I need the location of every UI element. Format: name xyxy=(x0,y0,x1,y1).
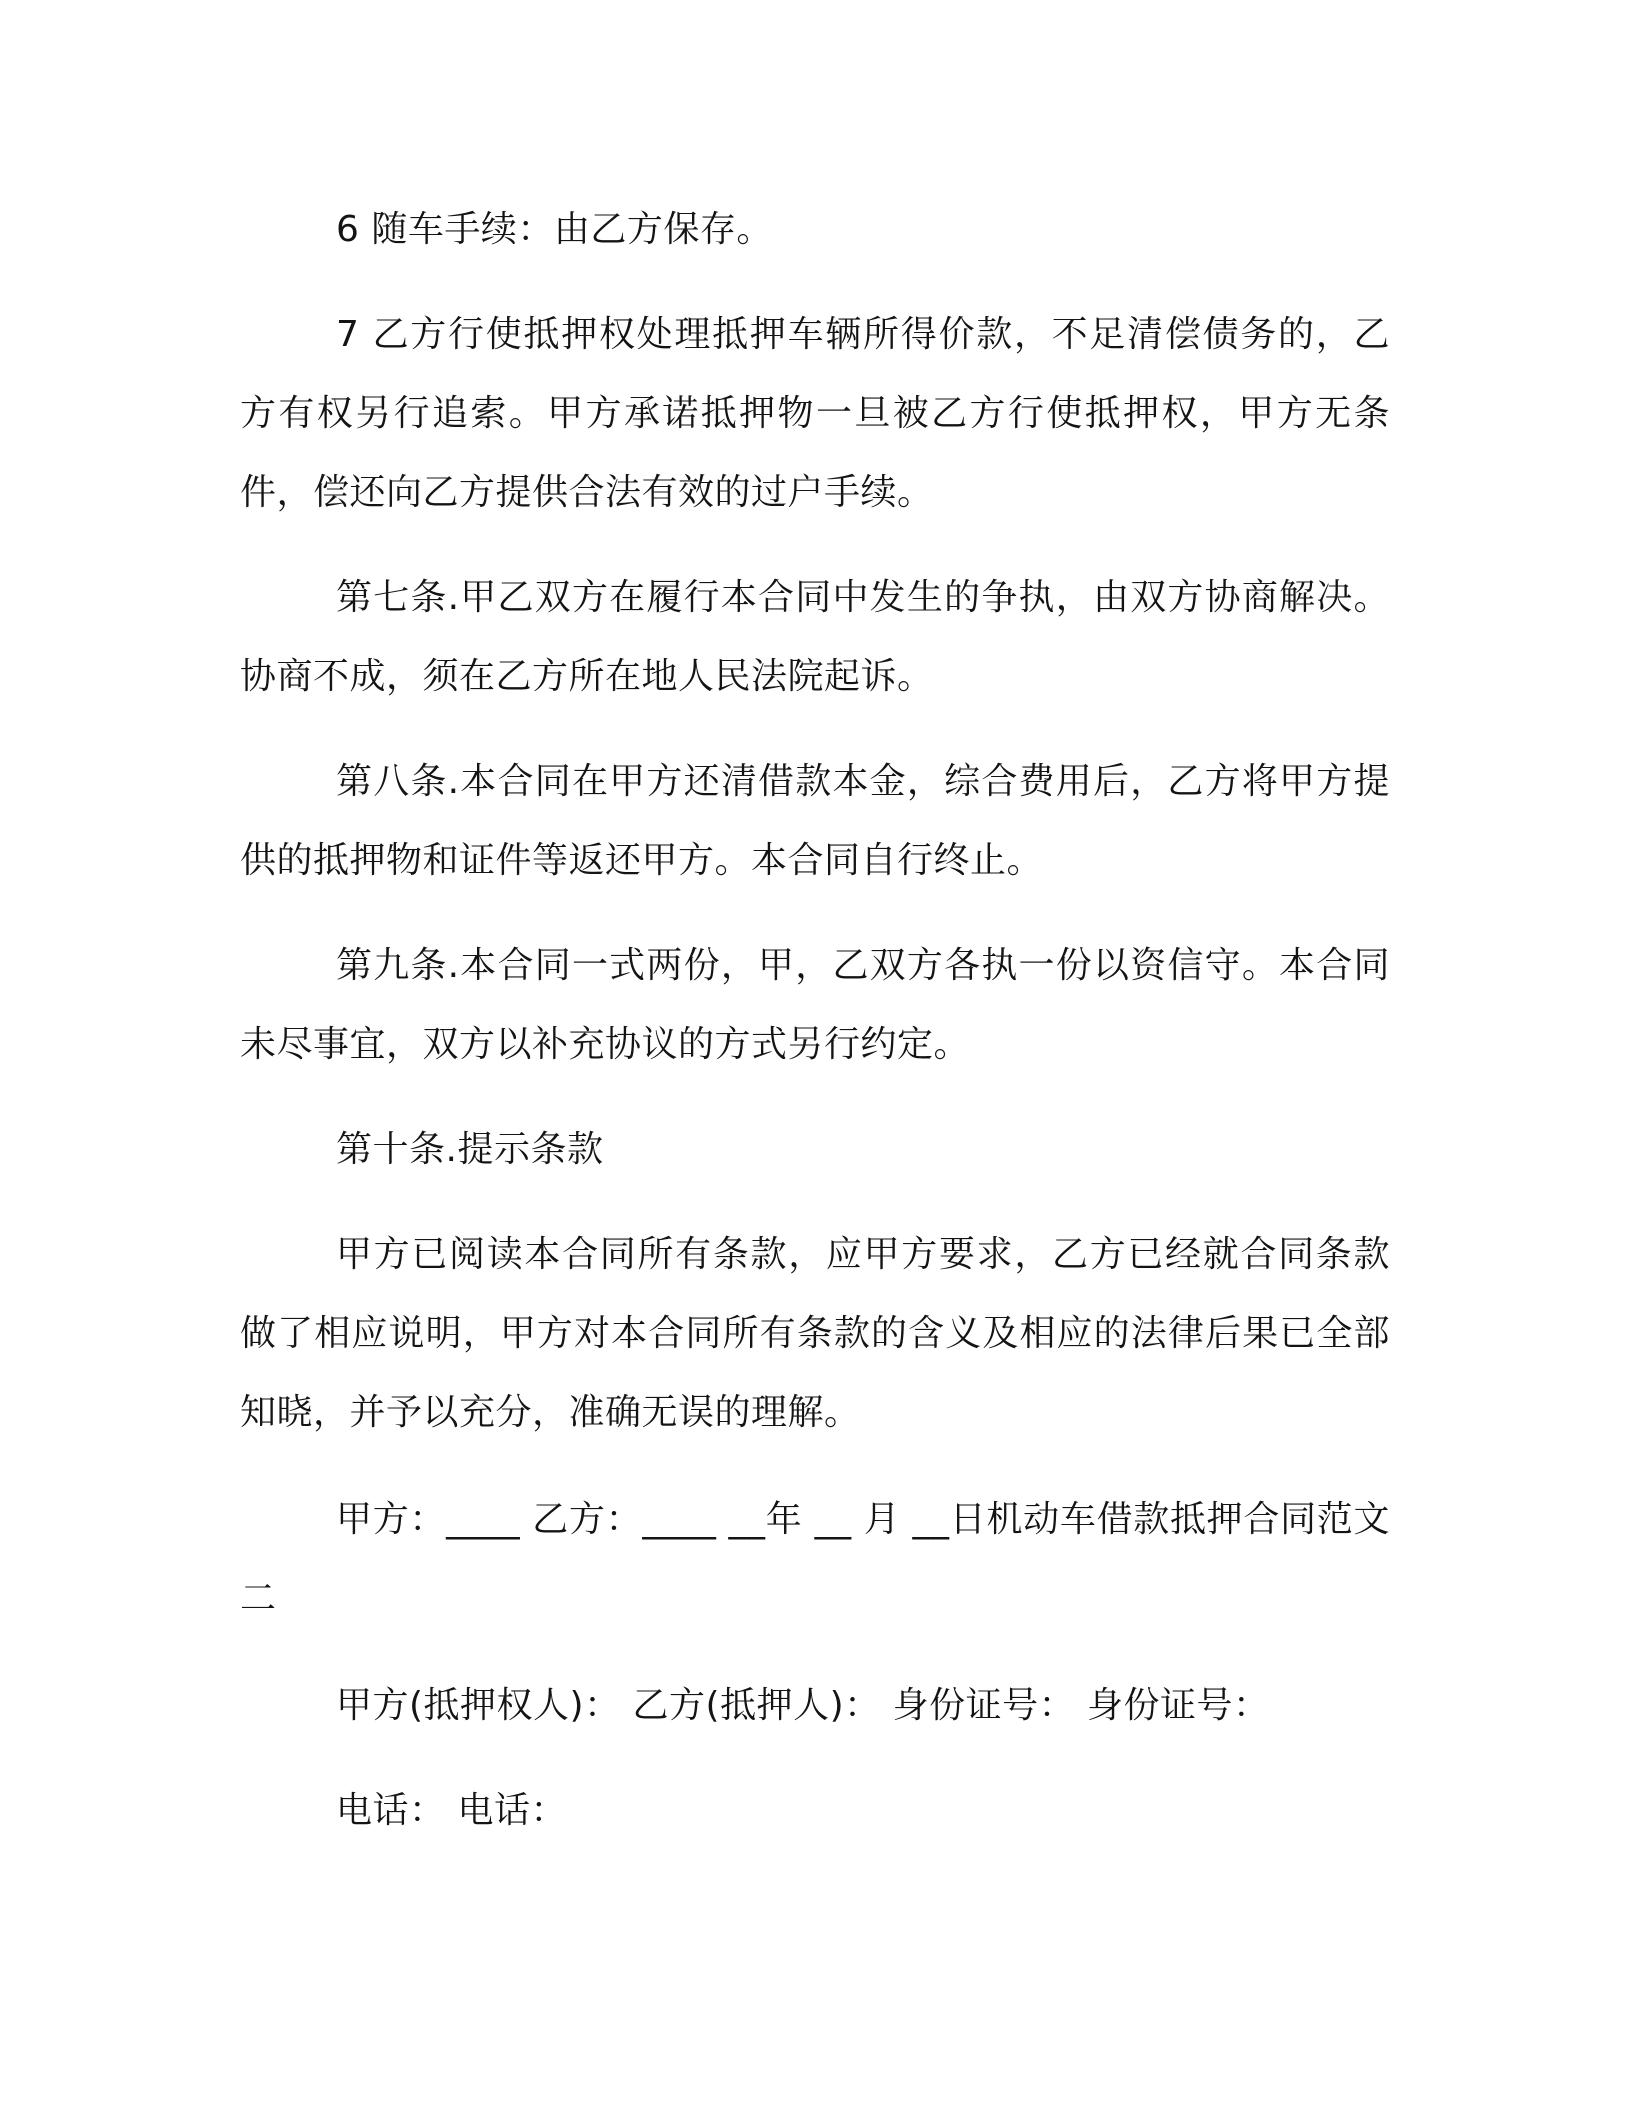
paragraph-signature-line: 甲方：____ 乙方：____ __年 __ 月 __日机动车借款抵押合同范文二 xyxy=(240,1499,1390,1619)
paragraph-article-7: 第七条.甲乙双方在履行本合同中发生的争执，由双方协商解决。协商不成，须在乙方所在地人民法院起诉。 xyxy=(240,577,1390,697)
paragraph-notice-clause: 甲方已阅读本合同所有条款，应甲方要求，乙方已经就合同条款做了相应说明，甲方对本合同所有条款的含义及相应的法律后果已全部知晓，并予以充分，准确无误的理解。 xyxy=(240,1234,1390,1433)
paragraph-phones: 电话： 电话： xyxy=(336,1790,567,1831)
paragraph-article-8: 第八条.本合同在甲方还清借款本金，综合费用后，乙方将甲方提供的抵押物和证件等返还甲方。本合同自行终止。 xyxy=(240,761,1390,881)
paragraph-parties-ids: 甲方(抵押权人)： 乙方(抵押人)： 身份证号： 身份证号： xyxy=(336,1685,1270,1726)
paragraph-vehicle-documents: 6 随车手续：由乙方保存。 xyxy=(336,209,773,250)
paragraph-article-9: 第九条.本合同一式两份，甲，乙双方各执一份以资信守。本合同未尽事宜，双方以补充协议的方式另行约定。 xyxy=(240,945,1390,1065)
paragraph-mortgage-recourse: 7 乙方行使抵押权处理抵押车辆所得价款，不足清偿债务的，乙方有权另行追索。甲方承诺抵押物一旦被乙方行使抵押权，甲方无条件，偿还向乙方提供合法有效的过户手续。 xyxy=(240,314,1390,513)
paragraph-article-10-heading: 第十条.提示条款 xyxy=(336,1129,604,1170)
document-body xyxy=(240,190,1390,1850)
